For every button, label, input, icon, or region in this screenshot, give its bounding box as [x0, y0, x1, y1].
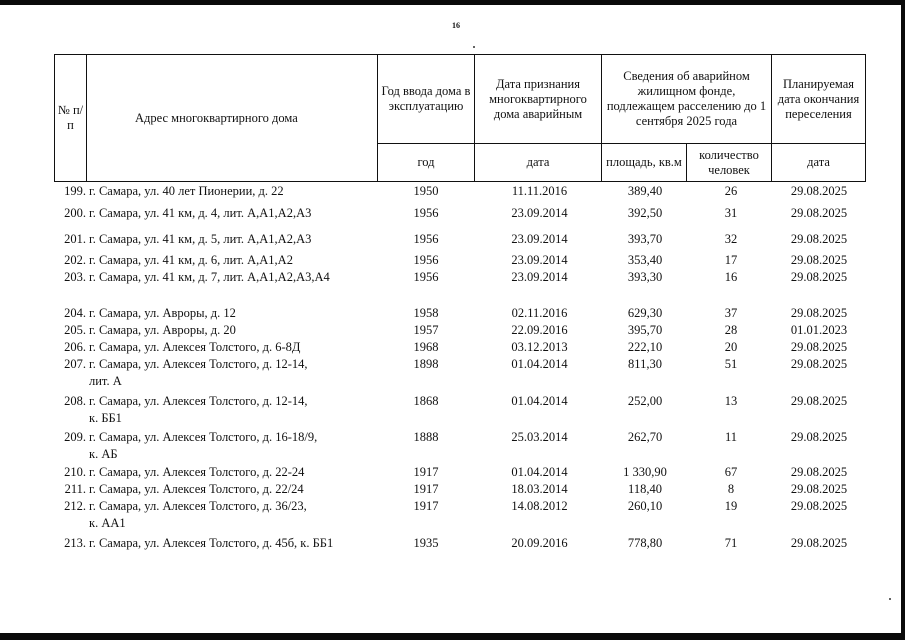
row-people: 71: [724, 536, 738, 550]
row-planned-date: 29.08.2025: [790, 206, 848, 220]
row-planned-date: 29.08.2025: [790, 340, 848, 354]
row-year: 1868: [413, 394, 439, 408]
row-recognition-date: 01.04.2014: [511, 394, 568, 408]
row-address: г. Самара, ул. Алексея Толстого, д. 6-8Д: [89, 340, 301, 354]
row-planned-date: 29.08.2025: [790, 357, 848, 371]
row-people: 37: [724, 306, 738, 320]
row-address: г. Самара, ул. Авроры, д. 20: [89, 323, 236, 337]
row-number: 208.: [64, 394, 86, 408]
row-people: 19: [724, 499, 738, 513]
header-address: Адрес многоквартирного дома: [87, 55, 378, 182]
row-number: 212.: [64, 499, 86, 513]
row-people: 13: [724, 394, 738, 408]
row-planned-date: 29.08.2025: [790, 306, 848, 320]
row-number: 206.: [64, 340, 86, 354]
row-area: 393,70: [627, 232, 663, 246]
row-number: 213.: [64, 536, 86, 550]
row-people: 31: [724, 206, 738, 220]
row-recognition-date: 22.09.2016: [511, 323, 568, 337]
row-area: 629,30: [627, 306, 663, 320]
row-year: 1958: [413, 306, 439, 320]
row-address: г. Самара, ул. 41 км, д. 5, лит. А,А1,А2,А3: [89, 232, 312, 246]
row-planned-date: 29.08.2025: [790, 270, 848, 284]
row-recognition-date: 11.11.2016: [511, 184, 568, 198]
header-planned-date: Планируемая дата окончания переселения: [772, 55, 866, 144]
row-recognition-date: 23.09.2014: [511, 232, 568, 246]
header-number: № п/п: [55, 55, 87, 182]
row-number: 202.: [64, 253, 86, 267]
page-number: 16: [452, 21, 460, 30]
row-year: 1956: [413, 270, 439, 284]
row-recognition-date: 01.04.2014: [511, 465, 568, 479]
row-planned-date: 29.08.2025: [790, 232, 848, 246]
row-address: г. Самара, ул. 41 км, д. 7, лит. А,А1,А2,А3,А4: [89, 270, 330, 284]
row-year: 1957: [413, 323, 439, 337]
row-people: 32: [724, 232, 738, 246]
row-address: г. Самара, ул. 41 км, д. 6, лит. А,А1,А2: [89, 253, 293, 267]
header-recognition-date: Дата признания многоквартирного дома аварийным: [475, 55, 602, 144]
row-year: 1917: [413, 499, 439, 513]
row-year: 1888: [413, 430, 439, 444]
row-planned-date: 29.08.2025: [790, 430, 848, 444]
subheader-year: год: [378, 144, 475, 182]
row-planned-date: 29.08.2025: [790, 499, 848, 513]
row-number: 210.: [64, 465, 86, 479]
row-people: 17: [724, 253, 738, 267]
row-area: 395,70: [627, 323, 663, 337]
row-planned-date: 29.08.2025: [790, 536, 848, 550]
row-number: 203.: [64, 270, 86, 284]
row-planned-date: 29.08.2025: [790, 465, 848, 479]
row-people: 20: [724, 340, 738, 354]
row-recognition-date: 20.09.2016: [511, 536, 568, 550]
subheader-planned-date: дата: [772, 144, 866, 182]
row-address: г. Самара, ул. Алексея Толстого, д. 36/23,: [89, 499, 307, 513]
row-year: 1898: [413, 357, 439, 371]
row-planned-date: 29.08.2025: [790, 482, 848, 496]
row-recognition-date: 23.09.2014: [511, 253, 568, 267]
row-recognition-date: 25.03.2014: [511, 430, 568, 444]
row-address: г. Самара, ул. Алексея Толстого, д. 22/24: [89, 482, 304, 496]
row-area: 262,70: [627, 430, 663, 444]
row-year: 1950: [413, 184, 439, 198]
row-area: 778,80: [627, 536, 663, 550]
row-recognition-date: 23.09.2014: [511, 206, 568, 220]
row-recognition-date: 18.03.2014: [511, 482, 568, 496]
row-year: 1956: [413, 232, 439, 246]
row-number: 205.: [64, 323, 86, 337]
row-people: 28: [724, 323, 738, 337]
row-area: 1 330,90: [623, 465, 667, 479]
row-people: 51: [724, 357, 738, 371]
row-planned-date: 29.08.2025: [790, 253, 848, 267]
row-number: 201.: [64, 232, 86, 246]
subheader-area: площадь, кв.м: [602, 144, 687, 182]
row-address: г. Самара, ул. Алексея Толстого, д. 22-24: [89, 465, 305, 479]
row-year: 1935: [413, 536, 439, 550]
row-address-continued: к. ББ1: [89, 411, 122, 425]
row-area: 222,10: [627, 340, 663, 354]
row-address-continued: к. АБ: [89, 447, 118, 461]
row-address-continued: к. АА1: [89, 516, 126, 530]
row-number: 209.: [64, 430, 86, 444]
subheader-date: дата: [475, 144, 602, 182]
row-planned-date: 29.08.2025: [790, 184, 848, 198]
row-number: 200.: [64, 206, 86, 220]
row-year: 1956: [413, 253, 439, 267]
row-recognition-date: 14.08.2012: [511, 499, 568, 513]
header-fund-info: Сведения об аварийном жилищном фонде, подлежащем расселению до 1 сентября 2025 года: [602, 55, 772, 144]
row-area: 393,30: [627, 270, 663, 284]
header-year: Год ввода дома в эксплуатацию: [378, 55, 475, 144]
row-address-continued: лит. А: [89, 374, 122, 388]
row-year: 1917: [413, 465, 439, 479]
row-recognition-date: 02.11.2016: [511, 306, 568, 320]
row-area: 252,00: [627, 394, 663, 408]
row-number: 204.: [64, 306, 86, 320]
row-people: 26: [724, 184, 738, 198]
row-recognition-date: 03.12.2013: [511, 340, 568, 354]
row-people: 11: [724, 430, 738, 444]
row-area: 260,10: [627, 499, 663, 513]
row-number: 199.: [64, 184, 86, 198]
row-people: 67: [724, 465, 738, 479]
row-people: 8: [727, 482, 735, 496]
row-address: г. Самара, ул. Алексея Толстого, д. 12-14,: [89, 357, 308, 371]
row-address: г. Самара, ул. Алексея Толстого, д. 12-14,: [89, 394, 308, 408]
row-recognition-date: 23.09.2014: [511, 270, 568, 284]
row-year: 1917: [413, 482, 439, 496]
row-number: 207.: [64, 357, 86, 371]
row-area: 353,40: [627, 253, 663, 267]
row-number: 211.: [64, 482, 86, 496]
row-address: г. Самара, ул. Авроры, д. 12: [89, 306, 236, 320]
row-address: г. Самара, ул. 40 лет Пионерии, д. 22: [89, 184, 284, 198]
subheader-people: количество человек: [687, 144, 772, 182]
row-area: 392,50: [627, 206, 663, 220]
row-area: 118,40: [628, 482, 662, 496]
row-area: 811,30: [628, 357, 662, 371]
row-people: 16: [724, 270, 738, 284]
row-year: 1968: [413, 340, 439, 354]
row-planned-date: 29.08.2025: [790, 394, 848, 408]
row-planned-date: 01.01.2023: [790, 323, 848, 337]
row-address: г. Самара, ул. Алексея Толстого, д. 16-18/9,: [89, 430, 318, 444]
row-recognition-date: 01.04.2014: [511, 357, 568, 371]
row-year: 1956: [413, 206, 439, 220]
row-address: г. Самара, ул. 41 км, д. 4, лит. А,А1,А2,А3: [89, 206, 312, 220]
row-area: 389,40: [627, 184, 663, 198]
row-address: г. Самара, ул. Алексея Толстого, д. 45б, к. ББ1: [89, 536, 334, 550]
